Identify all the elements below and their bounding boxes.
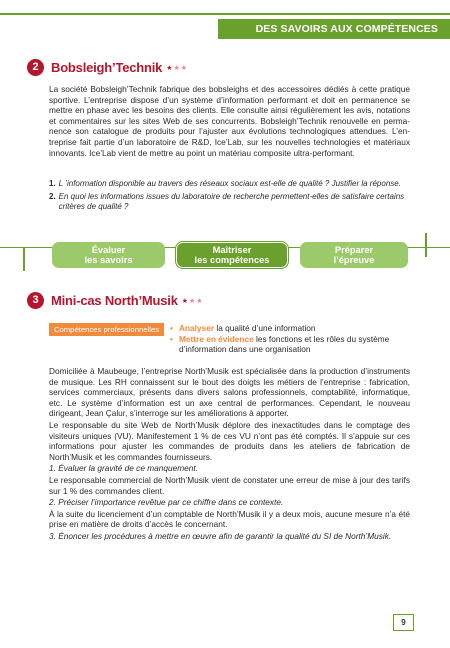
bullet-icon: •: [170, 333, 173, 344]
case-paragraph-2: Le responsable du site Web de North’Musik déplore des inexactitudes dans le comptage des visiteurs uniques (VU). Manifestement 1 % de ces VU n’ont pas été comptés. Il s’appuie sur ces informations pour ajuster les commandes de produits dans les ateliers de fabrication de North’Musik et les commandes fournisseurs.: [49, 419, 410, 462]
section-2-title: Bobsleigh’Technik: [51, 60, 163, 75]
case-paragraph-4: À la suite du licenciement d’un comptable de North’Musik il y a deux mois, aucune mesure n’a été prise en matière de droits d’accès le concernant.: [49, 508, 410, 530]
bullet-icon: •: [170, 323, 173, 333]
section-2-heading: [27, 59, 188, 76]
page-number: 9: [393, 614, 414, 631]
section-2-paragraph: La société Bobsleigh’Technik fabrique des bobsleighs et des accessoires dédiés à cette pratique sportive. L’entreprise dispose d’un système d’information performant et doit en permanence se mettre en phase avec les besoins des clients. Elle consulte ainsi régulièrement les avis, notations et commentaires sur les sites Web de ses concurrents. Bobsleigh’Technik renouvelle en perma-nence son catalogue de produits pour l’ajuster aux évolutions technologiques attendues. L’en-treprise fait partie d’un laboratoire de R&D, Ice’Lab, sur les nouvelles technologies et matériaux innovants. Ice’Lab vient de mettre au point un matériau composite ultra-performant.: [49, 84, 410, 158]
case-question-1: 1. Évaluer la gravité de ce manquement.: [49, 463, 198, 474]
question-1: 1. L ’information disponible au travers des réseaux sociaux est-elle de qualité ? Justifier la réponse.: [49, 179, 401, 188]
section-3-title: Mini-cas North’Musik: [51, 293, 178, 308]
section-2-number: 2: [27, 59, 44, 76]
nav-tick-left: [23, 247, 25, 271]
competences-tag: Compétences professionnelles: [49, 323, 164, 336]
difficulty-stars-icon: ★★★: [166, 64, 189, 72]
section-3-body: [49, 366, 410, 542]
competences-list: [170, 323, 420, 355]
chapter-banner: DES SAVOIRS AUX COMPÉTENCES: [218, 19, 450, 39]
case-paragraph-3: Le responsable commercial de North’Musik vient de constater une erreur de mise à jour des tarifs sur 1 % des commandes client.: [49, 474, 410, 496]
competence-item: • Analyser la qualité d’une information: [170, 323, 316, 333]
header-rule: [0, 13, 450, 15]
case-question-3: 3. Énoncer les procédures à mettre en œuvre afin de garantir la qualité du SI de North’Musik.: [49, 530, 392, 541]
tab-preparer-l-epreuve[interactable]: Préparer l’épreuve: [300, 242, 408, 268]
section-3-heading: [27, 292, 204, 309]
nav-tick-right: [425, 233, 427, 257]
section-3-number: 3: [27, 292, 44, 309]
tab-maitriser-les-competences[interactable]: Maîtriser les compétences: [176, 242, 288, 268]
case-question-2: 2. Préciser l’importance revêtue par ce chiffre dans ce contexte.: [49, 497, 284, 508]
tab-evaluer-les-savoirs[interactable]: Évaluer les savoirs: [52, 242, 165, 268]
case-paragraph-1: Domiciliée à Maubeuge, l’entreprise North’Musik est spécialisée dans la production d’instruments de musique. Les RH connaissent sur le bout des doigts les métiers de l’entreprise : fabrication, services commerciaux, présents dans divers salons professionnels, comptabilité, informatique, etc. Le système d’information est un axe central de performances. Cependant, le nouveau dirigeant, Jean Çalur, s’interroge sur les améliorations à apporter.: [49, 366, 410, 419]
difficulty-stars-icon: ★★★: [181, 297, 204, 305]
competence-item: • Mettre en évidence les fonctions et les rôles du système d’information dans une organisation: [170, 333, 390, 354]
question-2: 2. En quoi les informations issues du laboratoire de recherche permettent-elles de satisfaire certains critères de qualité ?: [49, 192, 405, 212]
